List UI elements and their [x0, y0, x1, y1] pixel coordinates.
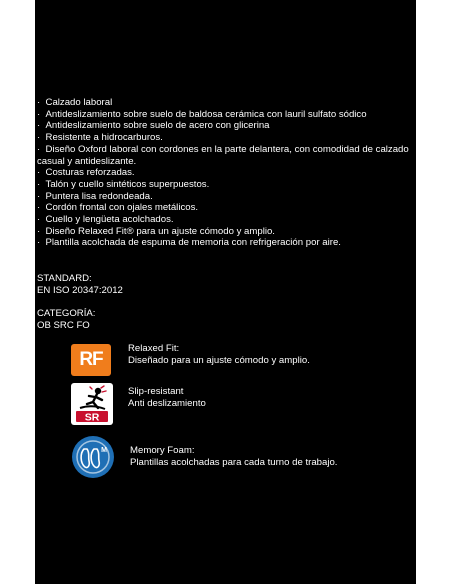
slip-resistant-icon-label: SR — [84, 411, 100, 424]
standard-section — [37, 273, 397, 296]
memory-foam-title: Memory Foam: — [130, 445, 195, 456]
feature-item: · Cuello y lengüeta acolchados. — [37, 214, 415, 226]
relaxed-fit-description: Diseñado para un ajuste cómodo y amplio. — [128, 354, 310, 366]
relaxed-fit-badge — [71, 340, 416, 384]
category-label: CATEGORÍA: — [37, 308, 96, 319]
feature-item: · Diseño Relaxed Fit® para un ajuste cómodo y amplio. — [37, 226, 415, 238]
feature-item: · Talón y cuello sintéticos superpuestos. — [37, 179, 415, 191]
memory-foam-badge — [71, 435, 416, 479]
product-description-panel — [35, 0, 416, 584]
feature-item: · Calzado laboral — [37, 97, 415, 109]
feature-item: · Diseño Oxford laboral con cordones en la parte delantera, con comodidad de calzado casual y antideslizante. — [37, 144, 415, 167]
memory-foam-icon — [71, 435, 113, 477]
feature-item: · Puntera lisa redondeada. — [37, 191, 415, 203]
feature-item: · Antideslizamiento sobre suelo de baldosa cerámica con lauril sulfato sódico — [37, 109, 415, 121]
relaxed-fit-icon: RF — [71, 344, 111, 376]
category-value: OB SRC FO — [37, 319, 90, 331]
feature-item: · Costuras reforzadas. — [37, 167, 415, 179]
relaxed-fit-title: Relaxed Fit: — [128, 343, 180, 354]
standard-value: EN ISO 20347:2012 — [37, 284, 123, 296]
feature-item: · Cordón frontal con ojales metálicos. — [37, 202, 415, 214]
memory-foam-description: Plantillas acolchadas para cada turno de trabajo. — [130, 456, 338, 468]
feature-item: · Antideslizamiento sobre suelo de acero con glicerina — [37, 120, 415, 132]
memory-foam-icon-label: M — [101, 447, 107, 454]
standard-label: STANDARD: — [37, 273, 92, 284]
feature-list — [37, 97, 415, 249]
slip-resistant-badge — [71, 383, 416, 427]
feature-item: · Plantilla acolchada de espuma de memoria con refrigeración por aire. — [37, 237, 415, 249]
category-section — [37, 308, 397, 331]
slip-resistant-title: Slip-resistant — [128, 386, 184, 397]
feature-item: · Resistente a hidrocarburos. — [37, 132, 415, 144]
slip-resistant-description: Anti deslizamiento — [128, 397, 206, 409]
slip-resistant-icon — [71, 383, 113, 425]
